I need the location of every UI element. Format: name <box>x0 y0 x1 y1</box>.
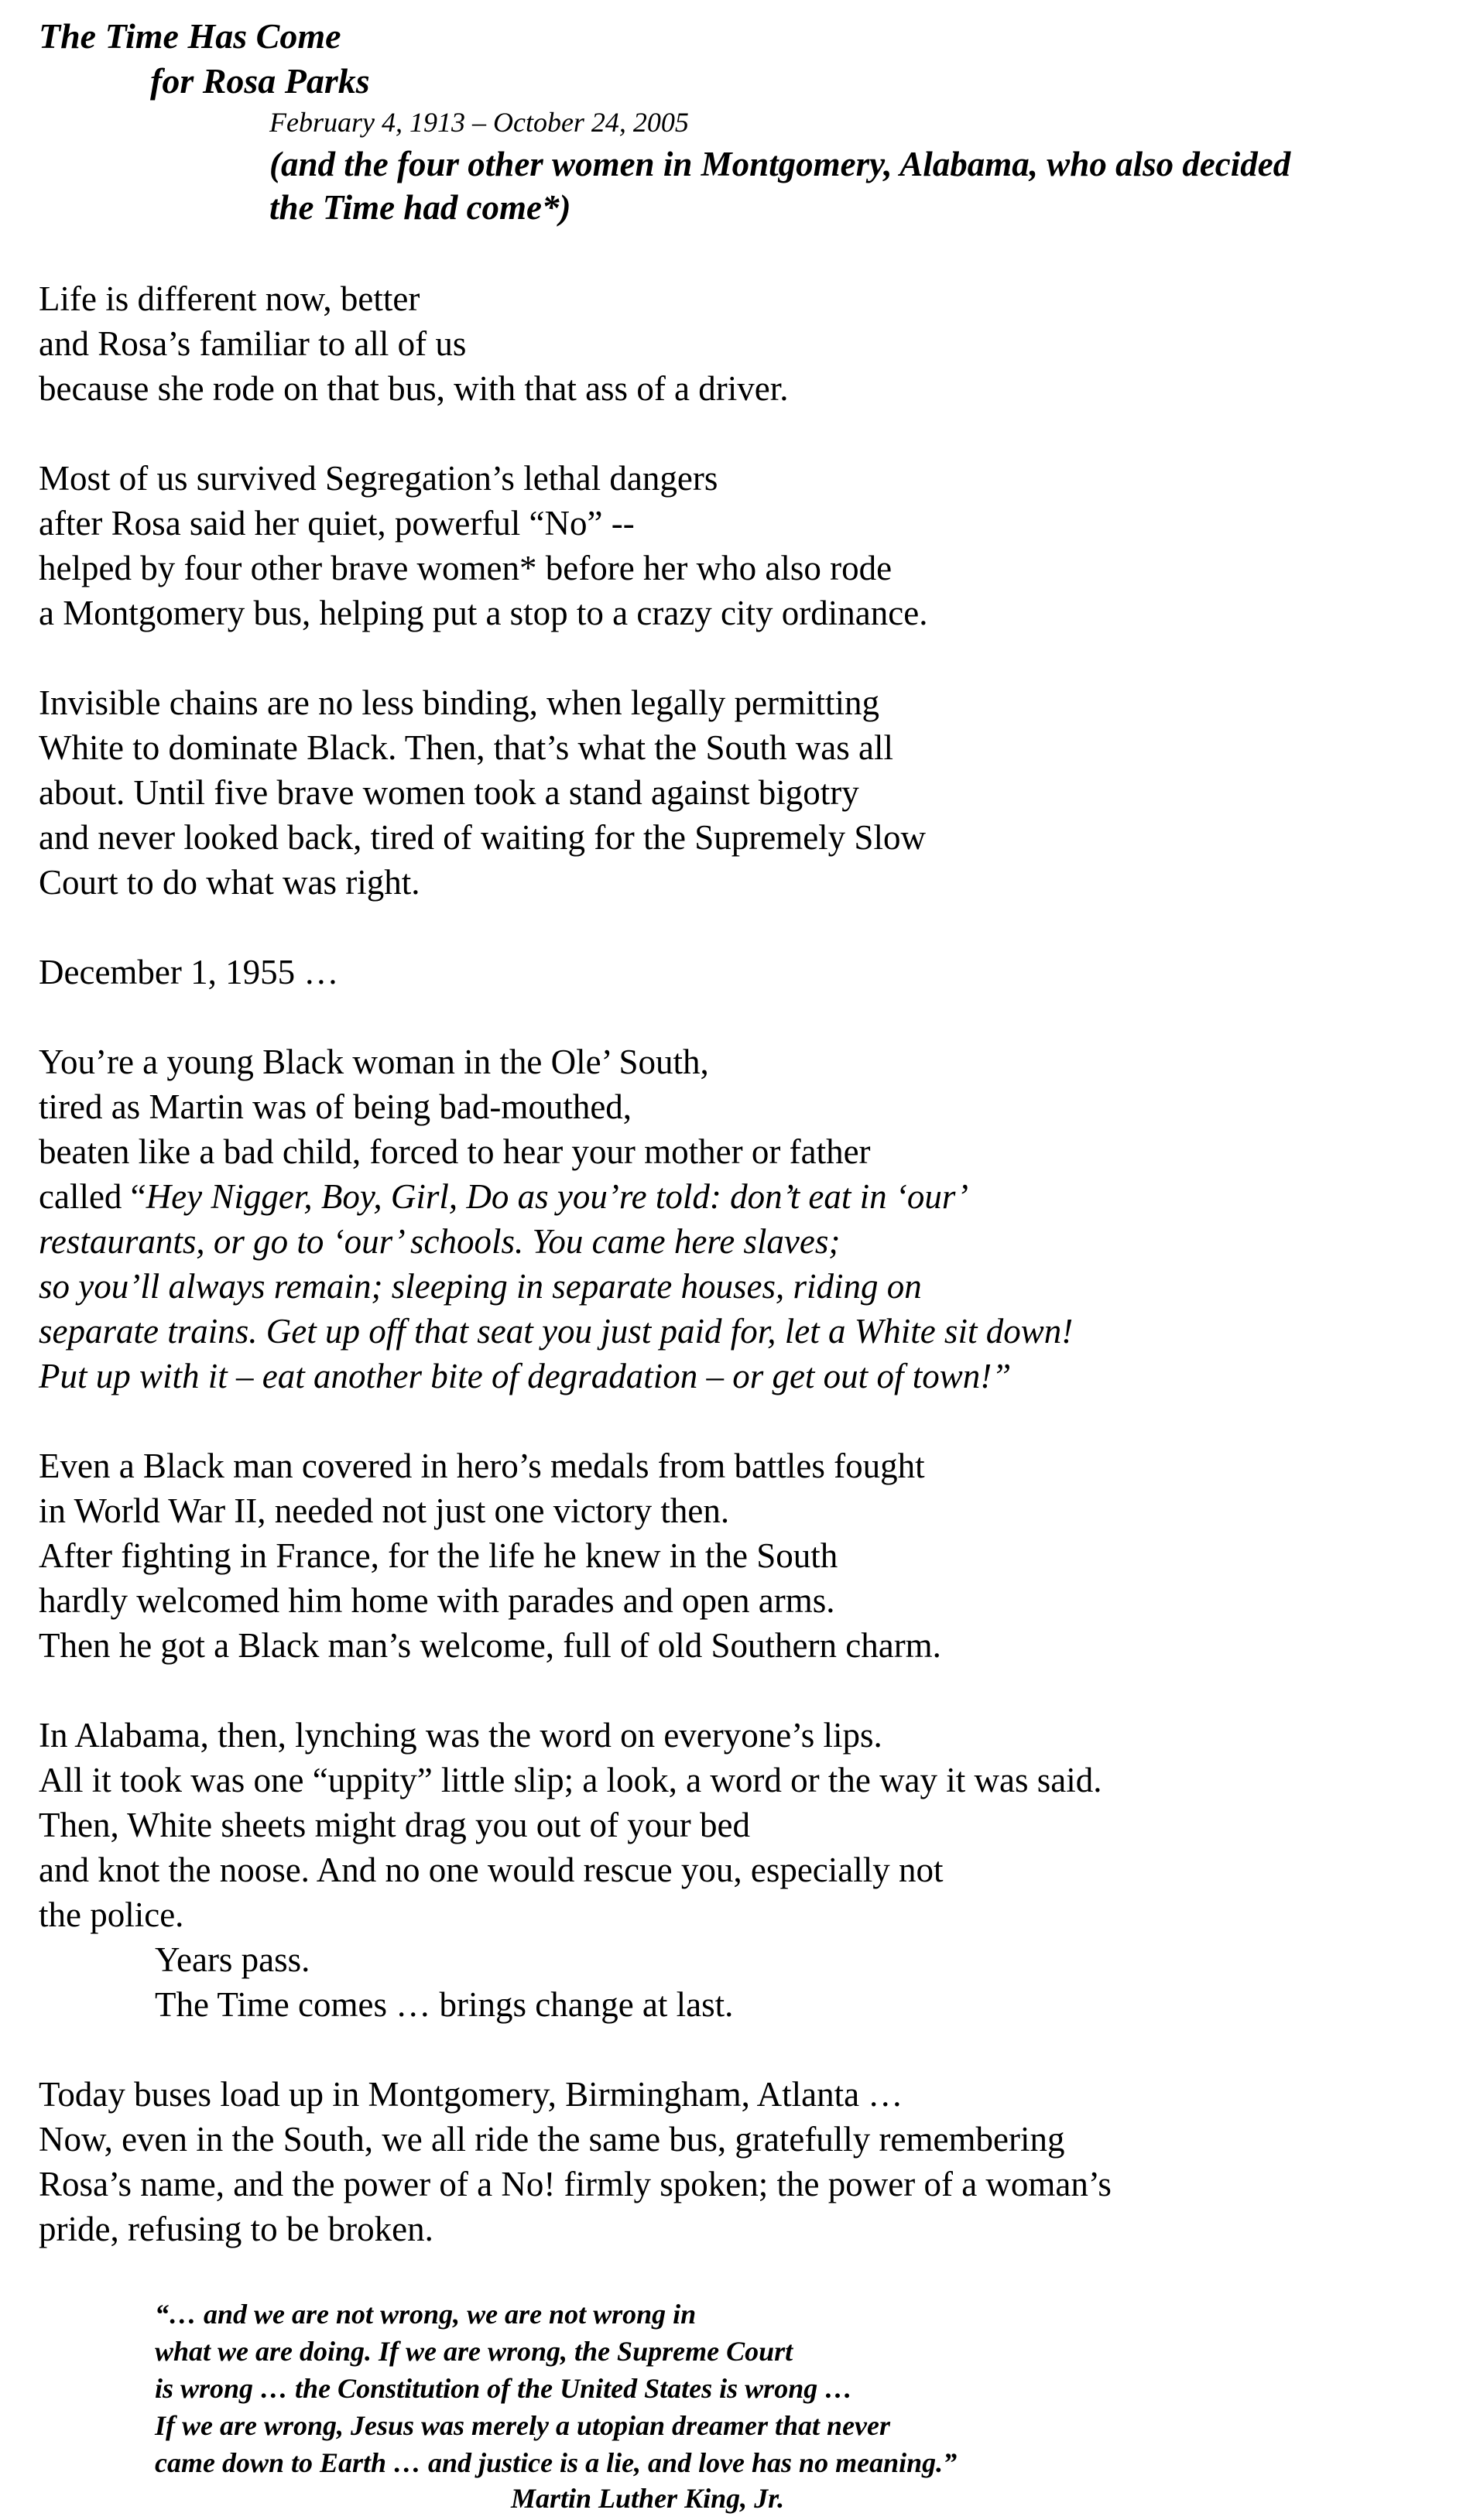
indented-line: The Time comes … brings change at last. <box>155 1985 734 2024</box>
quoted-speech-line: restaurants, or go to ‘our’ schools. You came here slaves; <box>39 1222 841 1261</box>
stanza-6-line: the police. <box>39 1895 184 1934</box>
stanza-5-line: Even a Black man covered in hero’s medals from battles fought <box>39 1447 925 1485</box>
stanza-1-line: and Rosa’s familiar to all of us <box>39 324 467 363</box>
quoted-speech-line: so you’ll always remain; sleeping in separate houses, riding on <box>39 1267 922 1306</box>
mlk-quote-line: “… and we are not wrong, we are not wrong in <box>155 2299 697 2330</box>
mlk-quote-line: is wrong … the Constitution of the United States is wrong … <box>155 2373 853 2404</box>
stanza-6-line: and knot the noose. And no one would rescue you, especially not <box>39 1851 944 1889</box>
poem-title-line-2: for Rosa Parks <box>150 61 370 101</box>
stanza-6-line: In Alabama, then, lynching was the word on everyone’s lips. <box>39 1716 882 1755</box>
quoted-speech: Hey Nigger, Boy, Girl, Do as you’re told: don’t eat in ‘our’ <box>146 1177 969 1216</box>
stanza-2-line: after Rosa said her quiet, powerful “No” -- <box>39 504 635 543</box>
stanza-3-line: about. Until five brave women took a stand against bigotry <box>39 773 859 812</box>
quoted-speech-line: Put up with it – eat another bite of degradation – or get out of town!” <box>39 1357 1012 1395</box>
mlk-quote-line: came down to Earth … and justice is a lie, and love has no meaning.” <box>155 2447 958 2478</box>
quoted-speech-line: separate trains. Get up off that seat you just paid for, let a White sit down! <box>39 1312 1074 1351</box>
stanza-1-line: Life is different now, better <box>39 279 420 318</box>
mlk-quote-line: If we are wrong, Jesus was merely a utopian dreamer that never <box>155 2410 891 2441</box>
stanza-5-line: After fighting in France, for the life he knew in the South <box>39 1536 838 1575</box>
stanza-5-line: in World War II, needed not just one victory then. <box>39 1491 730 1530</box>
stanza-7-line: Now, even in the South, we all ride the same bus, gratefully remembering <box>39 2120 1065 2159</box>
stanza-3-line: Invisible chains are no less binding, when legally permitting <box>39 683 880 722</box>
stanza-5-line: Then he got a Black man’s welcome, full of old Southern charm. <box>39 1626 941 1665</box>
stanza-7-line: Rosa’s name, and the power of a No! firmly spoken; the power of a woman’s <box>39 2165 1112 2203</box>
stanza-2-line: a Montgomery bus, helping put a stop to a crazy city ordinance. <box>39 594 928 632</box>
stanza-4-line: beaten like a bad child, forced to hear your mother or father <box>39 1132 871 1171</box>
stanza-4-line <box>39 1177 969 1216</box>
indented-line: Years pass. <box>155 1940 310 1979</box>
stanza-4-line: tired as Martin was of being bad-mouthed, <box>39 1087 632 1126</box>
stanza-7-line: Today buses load up in Montgomery, Birmingham, Atlanta … <box>39 2075 903 2114</box>
stanza-2-line: helped by four other brave women* before her who also rode <box>39 549 893 587</box>
quote-attribution: Martin Luther King, Jr. <box>511 2483 785 2514</box>
lifespan-dates: February 4, 1913 – October 24, 2005 <box>269 107 689 138</box>
stanza-6-line: All it took was one “uppity” little slip; a look, a word or the way it was said. <box>39 1761 1102 1799</box>
subtitle-line-2: the Time had come*) <box>269 188 571 227</box>
stanza-5-line: hardly welcomed him home with parades and open arms. <box>39 1581 835 1620</box>
stanza-4-line-plain: called “ <box>39 1177 146 1216</box>
poem-title-line-1: The Time Has Come <box>39 16 341 56</box>
stanza-3-line: White to dominate Black. Then, that’s what the South was all <box>39 728 893 767</box>
stanza-4-line: You’re a young Black woman in the Ole’ South, <box>39 1043 709 1081</box>
stanza-3-line: Court to do what was right. <box>39 863 420 902</box>
stanza-6-line: Then, White sheets might drag you out of your bed <box>39 1806 750 1844</box>
stanza-7-line: pride, refusing to be broken. <box>39 2210 433 2248</box>
stanza-2-line: Most of us survived Segregation’s lethal dangers <box>39 459 718 498</box>
stanza-1-line: because she rode on that bus, with that ass of a driver. <box>39 369 789 408</box>
date-line: December 1, 1955 … <box>39 953 339 991</box>
mlk-quote-line: what we are doing. If we are wrong, the Supreme Court <box>155 2336 793 2367</box>
subtitle-line-1: (and the four other women in Montgomery, Alabama, who also decided <box>269 145 1291 183</box>
stanza-3-line: and never looked back, tired of waiting for the Supremely Slow <box>39 818 926 857</box>
